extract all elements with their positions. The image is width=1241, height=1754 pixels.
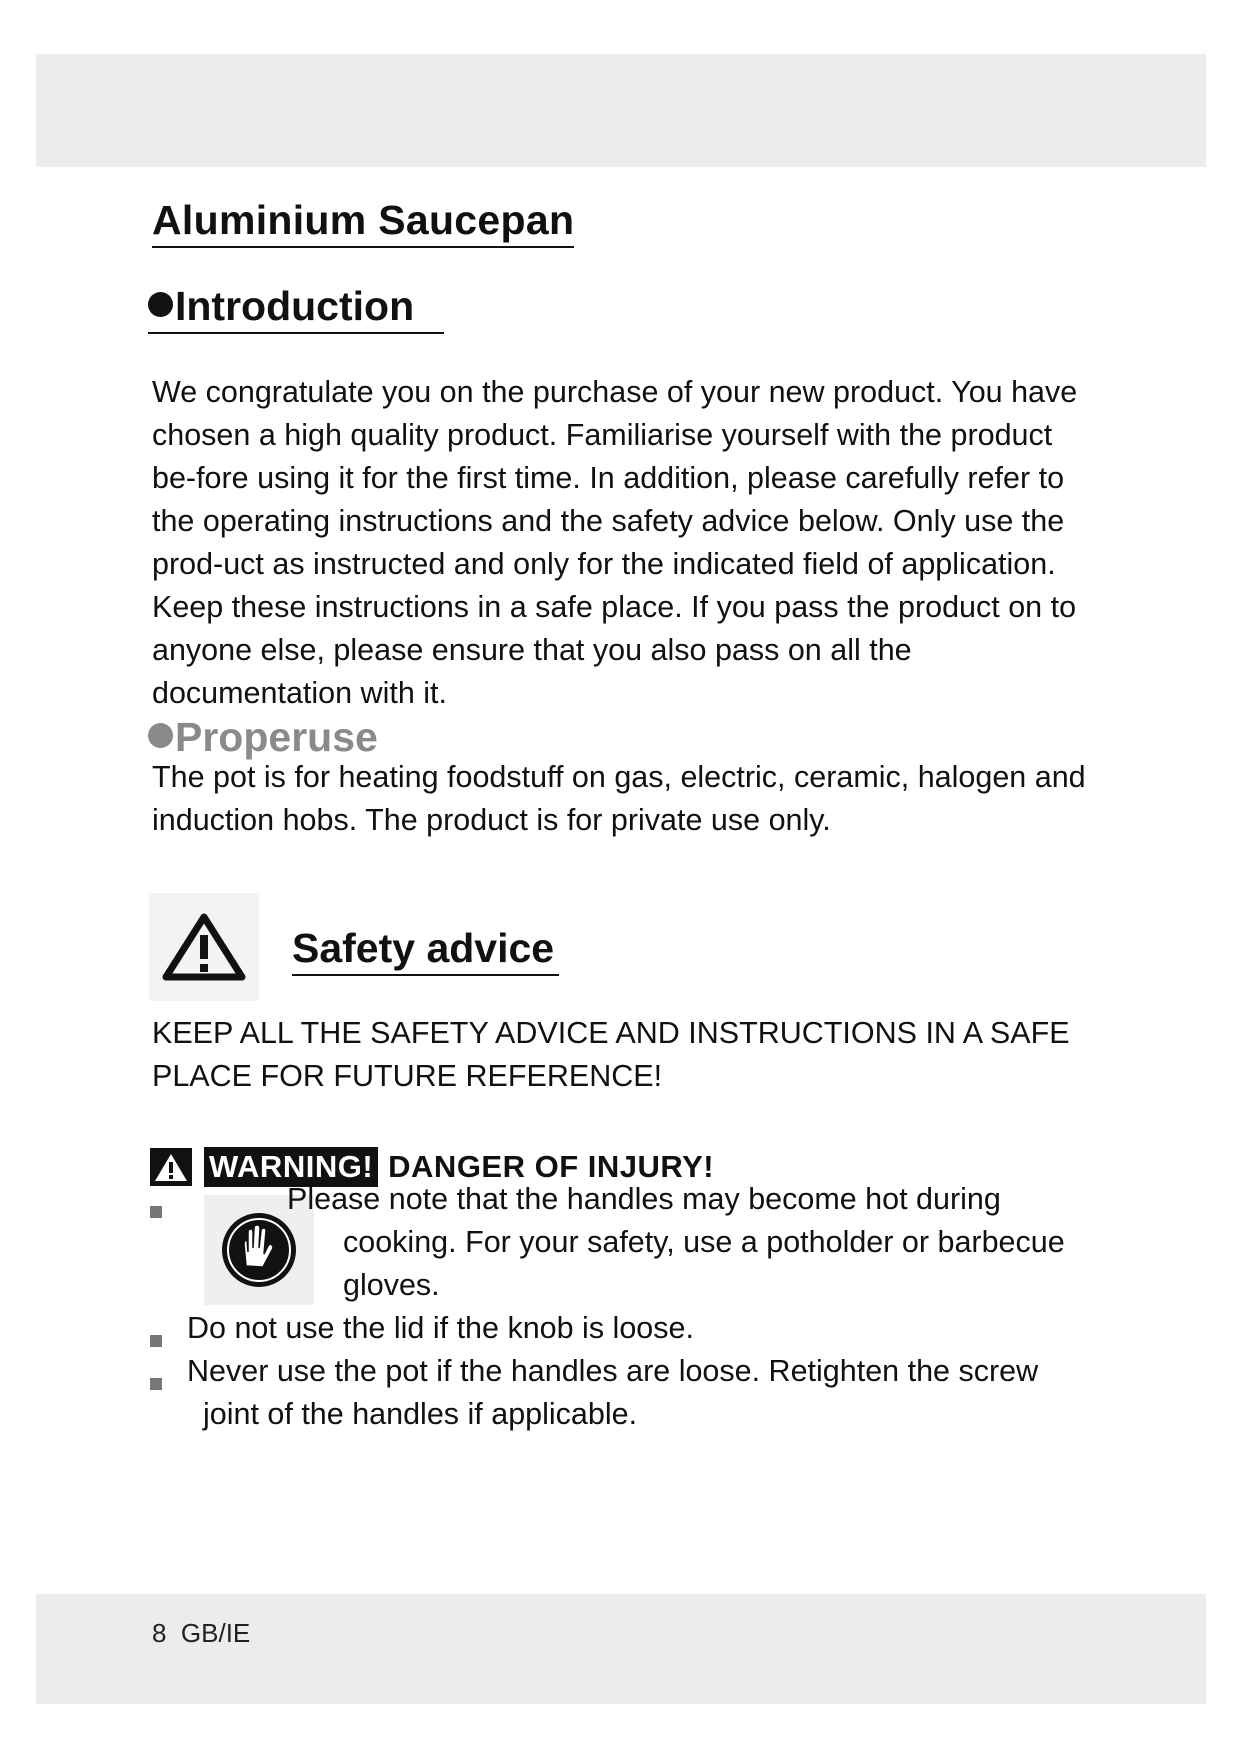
page-title: Aluminium Saucepan xyxy=(152,196,574,248)
bullet-dot-icon xyxy=(148,292,173,317)
introduction-heading xyxy=(148,282,444,334)
bullet-square-icon xyxy=(150,1206,162,1218)
page-number: 8 GB/IE xyxy=(152,1618,251,1648)
warning-label: WARNING! xyxy=(204,1147,378,1187)
bullet-2: Do not use the lid if the knob is loose. xyxy=(187,1311,694,1345)
bullet-1-line-2: cooking. For your safety, use a potholder or barbecue xyxy=(343,1225,1065,1259)
proper-use-heading-text: Properuse xyxy=(175,714,378,760)
bullet-square-icon xyxy=(150,1378,162,1390)
introduction-heading-text: Introduction xyxy=(175,283,415,329)
keep-notice: KEEP ALL THE SAFETY ADVICE AND INSTRUCTIONS IN A SAFE PLACE FOR FUTURE REFERENCE! xyxy=(152,1016,1070,1093)
proper-use-text: The pot is for heating foodstuff on gas, electric, ceramic, halogen and induction hobs. The product is for private use only. xyxy=(152,760,1086,837)
proper-use-heading xyxy=(148,713,378,761)
safety-advice-heading: Safety advice xyxy=(292,924,559,976)
warning-triangle-icon xyxy=(149,893,259,1001)
bullet-3-line-2: joint of the handles if applicable. xyxy=(203,1397,638,1431)
introduction-text: We congratulate you on the purchase of your new product. You have chosen a high quality product. Familiarise yourself with the product be-fore using it for the first time. In addition, please carefully refer to the operating instructions and the safety advice below. Only use the prod-uct as instructed and only for the indicated field of application. Keep these instructions in a safe place. If you pass the product on to anyone else, please ensure that you also pass on all the documentation with it. xyxy=(152,375,1078,710)
warning-icon xyxy=(150,1148,192,1186)
header-band xyxy=(36,54,1206,167)
bullet-1-line-3: gloves. xyxy=(343,1268,440,1302)
bullet-square-icon xyxy=(150,1335,162,1347)
bullet-dot-icon xyxy=(148,723,173,748)
danger-text: DANGER OF INJURY! xyxy=(388,1149,715,1184)
footer-band xyxy=(36,1594,1206,1704)
bullet-1-line-1: Please note that the handles may become hot during xyxy=(287,1182,1001,1216)
bullet-3-line-1: Never use the pot if the handles are loose. Retighten the screw xyxy=(187,1354,1039,1388)
